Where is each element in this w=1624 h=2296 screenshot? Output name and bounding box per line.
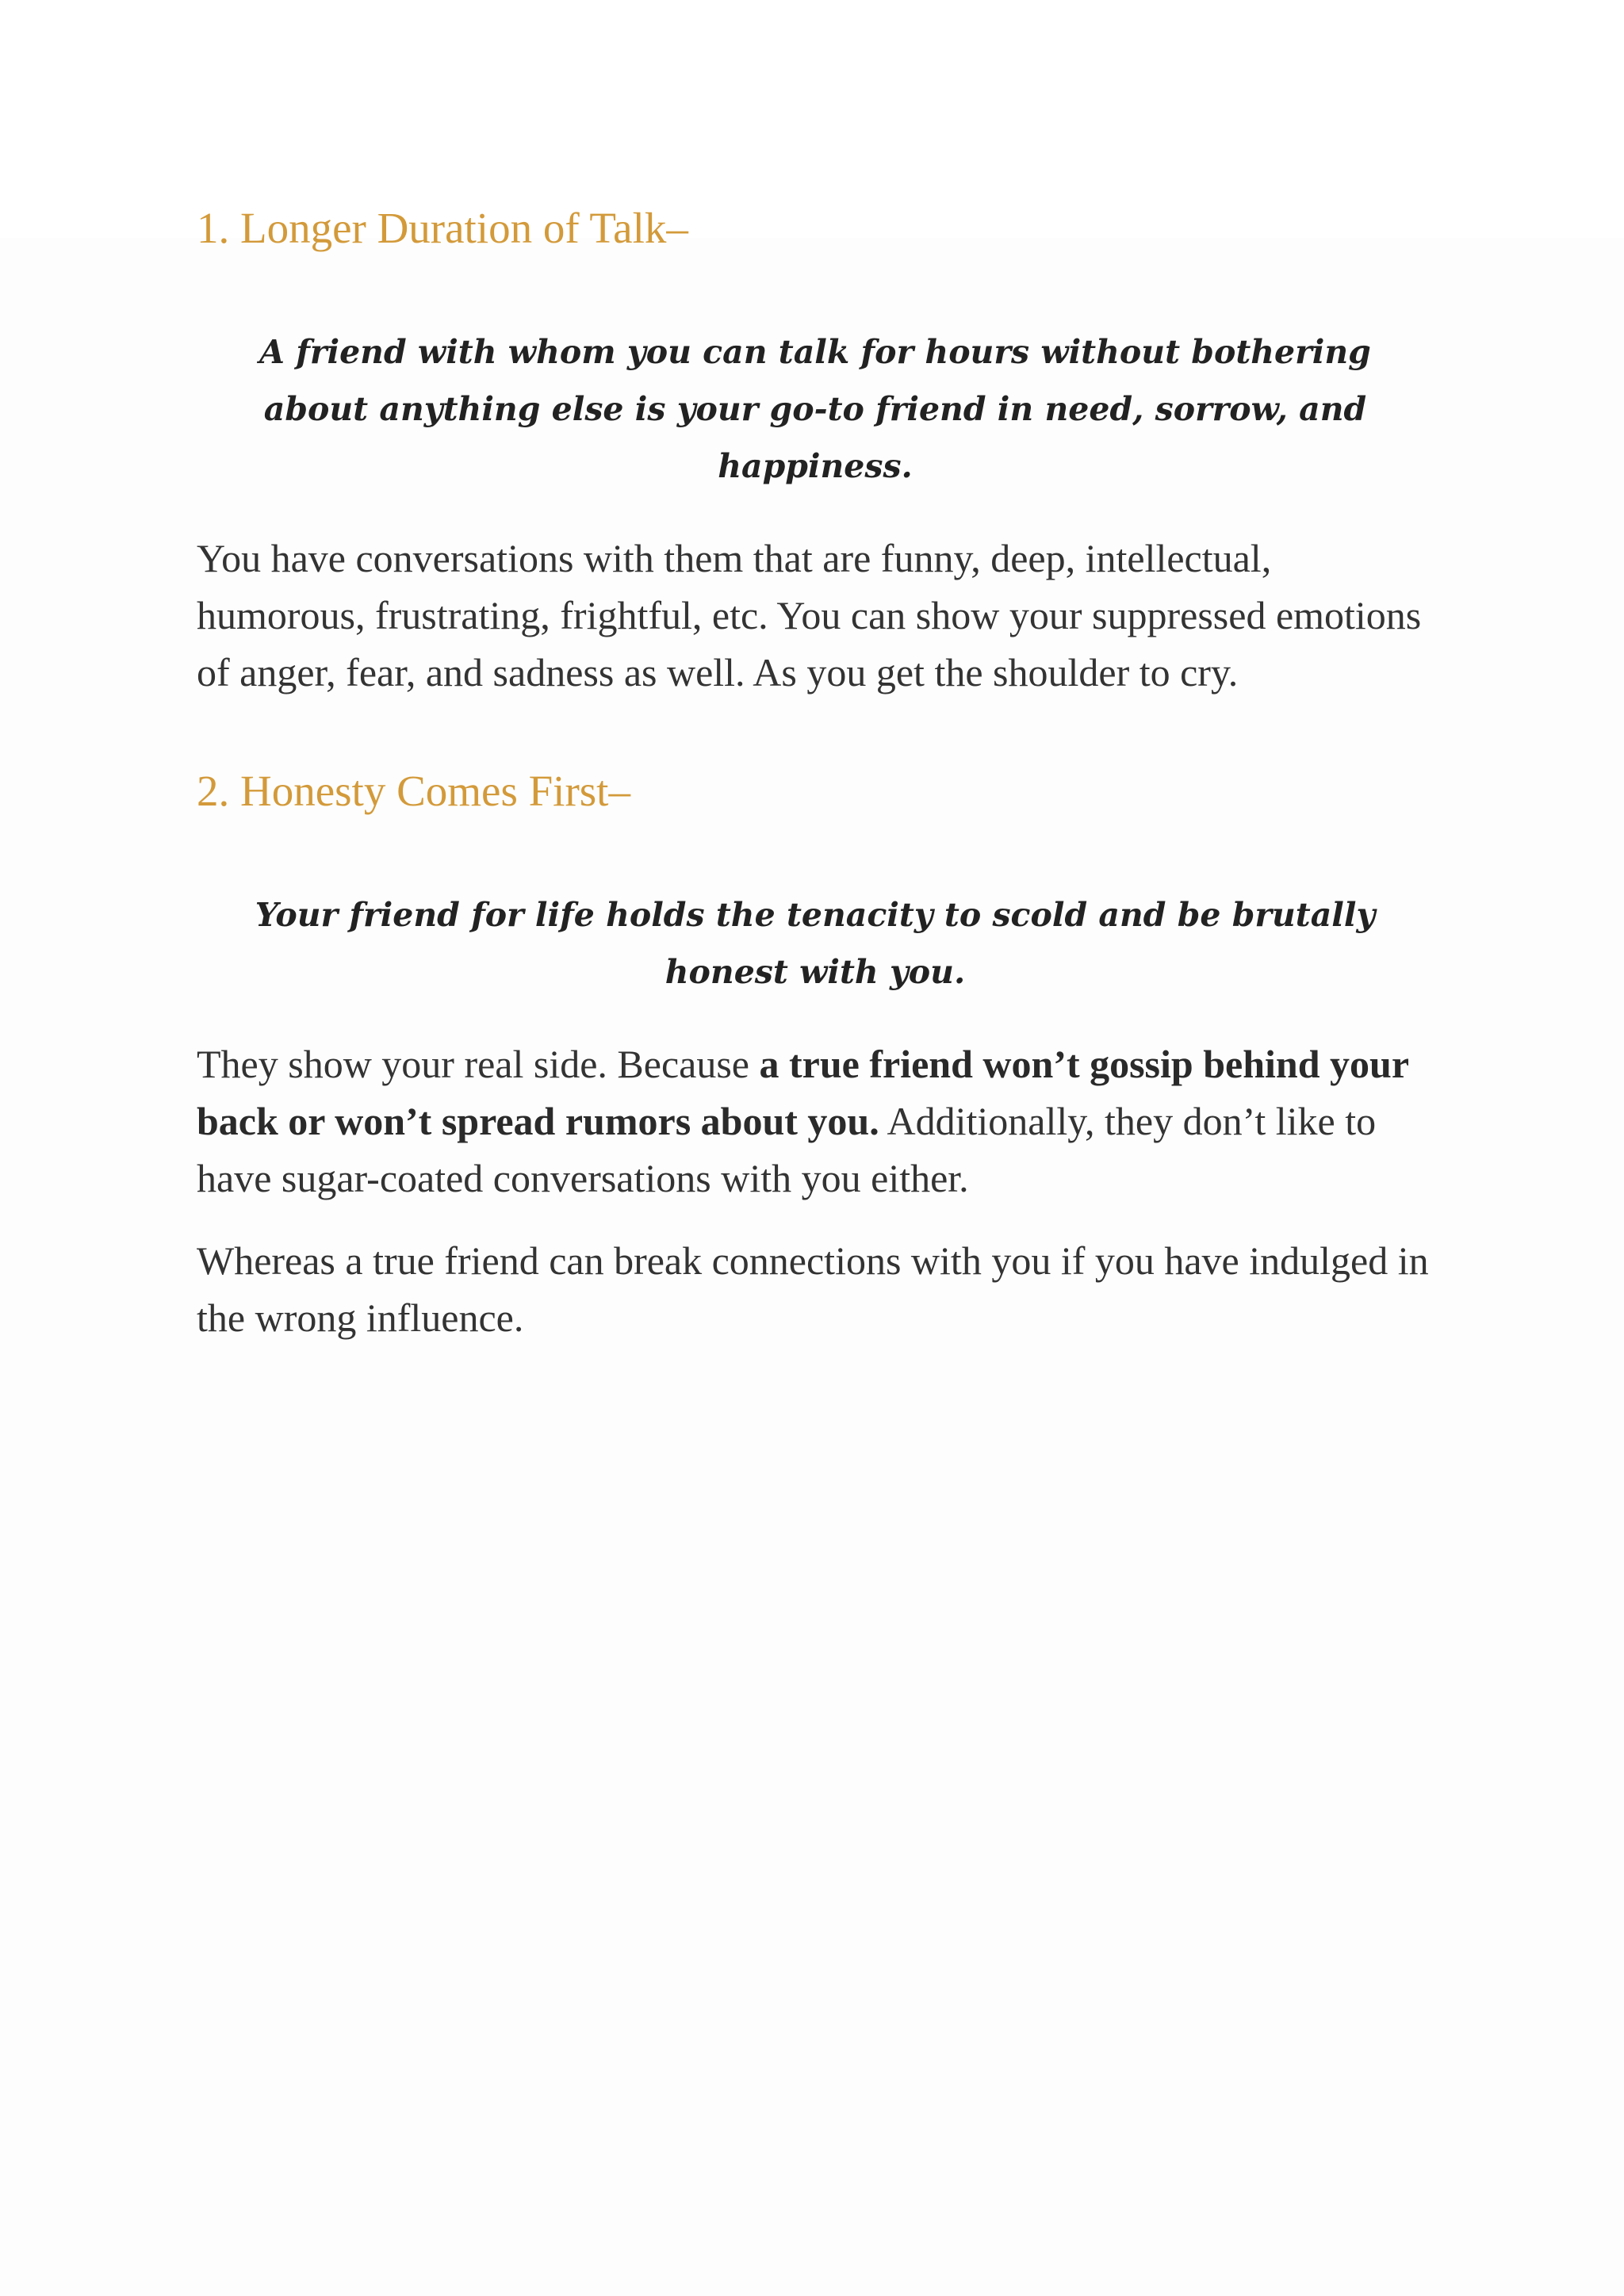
section-paragraph-honesty-2: Whereas a true friend can break connections with you if you have indulged in the wrong influence. (197, 1238, 1429, 1340)
section-quote-honesty: Your friend for life holds the tenacity to scold and be brutally honest with you. (255, 896, 1376, 991)
section-quote-longer-duration: A friend with whom you can talk for hours without bothering about anything else is your go-to friend in need, sorrow, and happiness. (259, 333, 1371, 485)
section-heading-longer-duration: 1. Longer Duration of Talk– (197, 204, 688, 252)
paragraph-text-after-bold: Additionally, they don’t like to have sugar-coated conversations with you either. (197, 1099, 1377, 1200)
section-paragraph-honesty (197, 1035, 1434, 1207)
paragraph-bold-emphasis: a true friend won’t gossip behind your back or won’t spread rumors about you. (197, 1042, 1409, 1143)
section-heading-honesty: 2. Honesty Comes First– (197, 767, 630, 815)
paragraph-text-before-bold: They show your real side. Because (197, 1042, 760, 1086)
article-content (197, 197, 1434, 1346)
section-paragraph-longer-duration: You have conversations with them that are funny, deep, intellectual, humorous, frustrating, frightful, etc. You can show your suppressed emotions of anger, fear, and sadness as well. As you get the shoulder to cry. (197, 536, 1422, 695)
